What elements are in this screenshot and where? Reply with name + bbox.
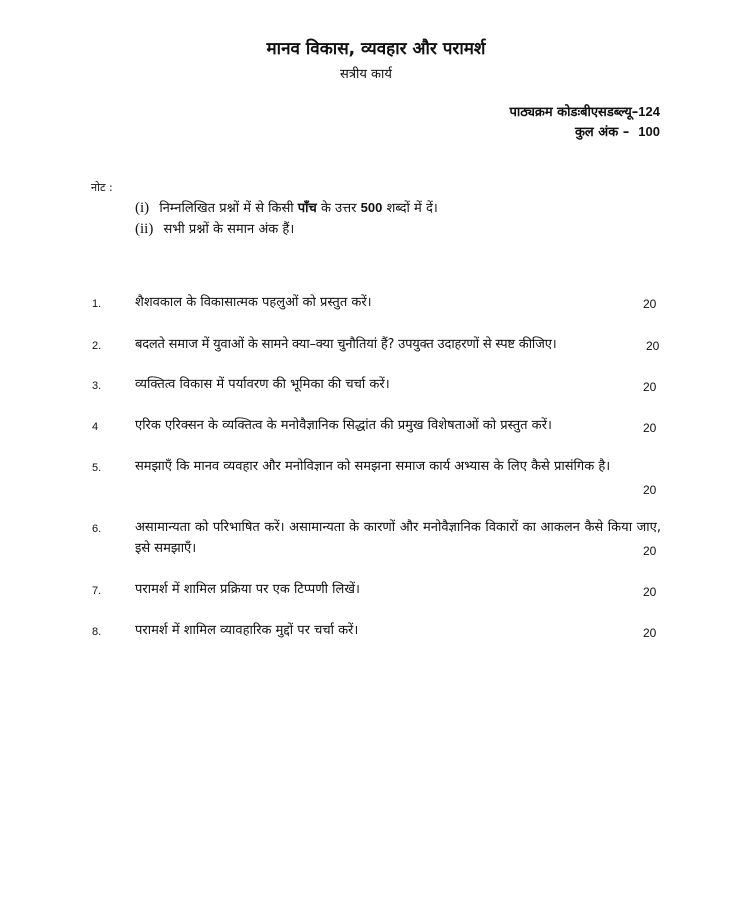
note-item-1-text-after: शब्दों में दें। bbox=[386, 201, 438, 216]
question-6-text: असामान्यता को परिभाषित करें। असामान्यता के कारणों और मनोवैज्ञानिक विकारों का आकलन कैसे किया जाए, इसे समझाएँ। bbox=[135, 520, 661, 556]
total-marks-value: 100 bbox=[638, 124, 660, 139]
document-subtitle: सत्रीय कार्य bbox=[340, 67, 392, 82]
question-3-number: 3. bbox=[92, 380, 102, 392]
course-code-number: 124 bbox=[638, 104, 660, 119]
question-4-number: 4 bbox=[92, 421, 99, 433]
question-4-marks: 20 bbox=[643, 421, 657, 435]
note-item-1 bbox=[135, 198, 438, 217]
question-1-number: 1. bbox=[92, 298, 102, 310]
question-3-marks: 20 bbox=[643, 380, 657, 394]
question-8-number: 8. bbox=[92, 626, 102, 638]
question-5-number: 5. bbox=[92, 462, 102, 474]
question-6-marks: 20 bbox=[643, 544, 657, 558]
question-8-marks: 20 bbox=[643, 626, 657, 640]
question-7-number: 7. bbox=[92, 585, 102, 597]
question-5-marks: 20 bbox=[643, 483, 657, 497]
question-2-text: बदलते समाज में युवाओं के सामने क्या–क्या चुनौतियां हैं? उपयुक्त उदाहरणों से स्पष्ट कीजिए। bbox=[135, 337, 557, 352]
note-label: नोट : bbox=[91, 181, 113, 194]
total-marks bbox=[575, 122, 660, 140]
note-item-1-numeral: (i) bbox=[135, 200, 150, 216]
document-title: मानव विकास, व्यवहार और परामर्श bbox=[266, 39, 486, 59]
question-4-text: एरिक एरिक्सन के व्यक्तित्व के मनोवैज्ञानिक सिद्धांत की प्रमुख विशेषताओं को प्रस्तुत करें। bbox=[135, 418, 552, 433]
course-code-label: पाठ्यक्रम कोडःबीएसडब्ल्यू– bbox=[509, 105, 639, 120]
question-1-marks: 20 bbox=[643, 297, 657, 311]
question-7-marks: 20 bbox=[643, 585, 657, 599]
note-item-2-text: सभी प्रश्नों के समान अंक हैं। bbox=[163, 222, 295, 237]
question-5-text: समझाएँ कि मानव व्यवहार और मनोविज्ञान को समझना समाज कार्य अभ्यास के लिए कैसे प्रासंगिक है। bbox=[135, 459, 611, 474]
question-7-text: परामर्श में शामिल प्रक्रिया पर एक टिप्पणी लिखें। bbox=[135, 582, 360, 597]
note-item-2-numeral: (ii) bbox=[135, 221, 154, 237]
question-3-text: व्यक्तित्व विकास में पर्यावरण की भूमिका की चर्चा करें। bbox=[135, 377, 390, 392]
question-1-text: शैशवकाल के विकासात्मक पहलुओं को प्रस्तुत करें। bbox=[135, 295, 372, 310]
total-marks-label: कुल अंक – bbox=[574, 125, 630, 140]
question-8-text: परामर्श में शामिल व्यावहारिक मुद्दों पर चर्चा करें। bbox=[135, 623, 359, 638]
note-item-1-bold-number: 500 bbox=[360, 200, 383, 215]
question-2-marks: 20 bbox=[646, 339, 660, 353]
note-item-1-bold-word: पाँच bbox=[297, 201, 317, 216]
course-code bbox=[509, 102, 660, 120]
note-item-1-text-middle: के उत्तर bbox=[320, 201, 357, 216]
question-2-number: 2. bbox=[92, 340, 102, 352]
note-item-2 bbox=[135, 219, 294, 238]
question-6-number: 6. bbox=[92, 523, 102, 535]
note-item-1-text-before: निम्नलिखित प्रश्नों में से किसी bbox=[159, 201, 294, 216]
